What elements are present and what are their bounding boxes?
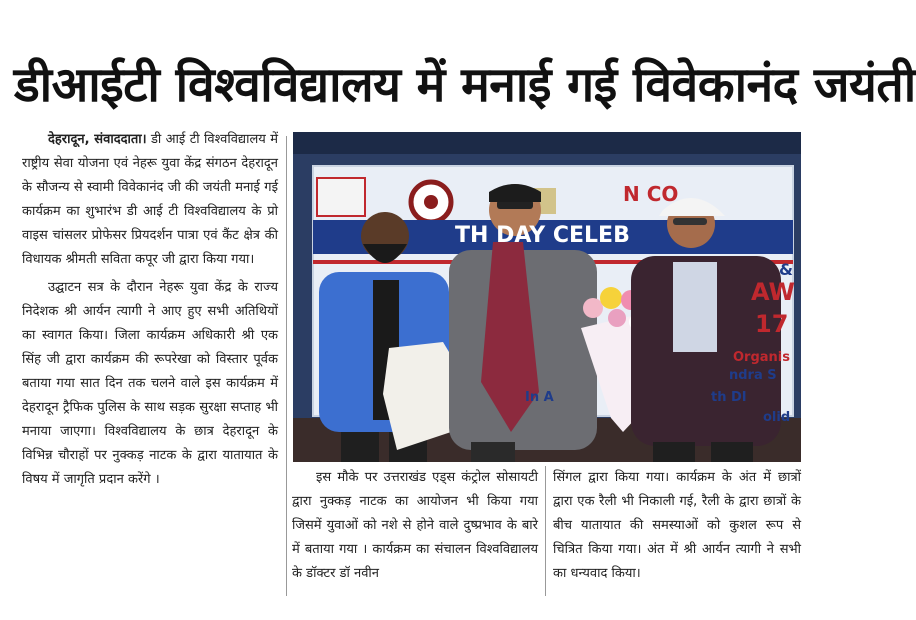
column-divider-2 [545, 466, 546, 596]
banner-line-4: Organis [733, 350, 790, 365]
news-photo [293, 132, 801, 462]
banner-line-3: 17 [755, 310, 789, 338]
dateline: देहरादून, संवाददाता। [48, 132, 147, 147]
paragraph-1 [22, 128, 278, 272]
banner-line-2: AW [751, 278, 795, 306]
banner-line-5: ndra S [729, 368, 777, 383]
paragraph-1-text: डी आई टी विश्वविद्यालय में राष्ट्रीय सेवा योजना एवं नेहरू युवा केंद्र संगठन देहरादून के सौजन्य से स्वामी विवेकानंद जी की जयंती मनाई गई कार्यक्रम का शुभारंभ डी आई टी विश्वविद्यालय के प्रो वाइस चांसलर प्रोफेसर प्रियदर्शन पात्रा एवं कैंट क्षेत्र की विधायक श्रीमती सविता कपूर जी द्वारा किया गया। [22, 132, 278, 267]
paragraph-4: सिंगल द्वारा किया गया। कार्यक्रम के अंत में छात्रों द्वारा एक रैली भी निकाली गई, रैली के द्वारा छात्रों के बीच यातायात की समस्याओं को कुशल रूप से चित्रित किया गया। अंत में श्री आर्यन त्यागी ने सभी का धन्यवाद किया। [553, 470, 801, 581]
banner-line-7: th DI [711, 390, 747, 405]
paragraph-3: इस मौके पर उत्तराखंड एड्स कंट्रोल सोसायटी द्वारा नुक्कड़ नाटक का आयोजन भी किया गया जिसमें युवाओं को नशे से होने वाले दुष्प्रभाव के बारे में बताया गया । कार्यक्रम का संचालन विश्वविद्यालय के डॉक्टर डॉ नवीन [292, 470, 538, 581]
headline: डीआईटी विश्वविद्यालय में मनाई गई विवेकानंद जयंती [14, 57, 916, 113]
banner-line-8: olid [763, 410, 791, 425]
photo-illustration [293, 132, 801, 462]
banner-line-1: TH DAY CELEB [455, 223, 630, 248]
banner-logo-text: N CO [623, 182, 679, 206]
paragraph-2: उद्घाटन सत्र के दौरान नेहरू युवा केंद्र के राज्य निदेशक श्री आर्यन त्यागी ने आए हुए सभी अतिथियों का स्वागत किया। जिला कार्यक्रम अधिकारी श्री एक सिंह जी द्वारा कार्यक्रम की रूपरेखा को विस्तार पूर्वक बताया गया सात दिन तक चलने वाले इस कार्यक्रम में देहरादून ट्रैफिक पुलिस के साथ सड़क सुरक्षा सप्ताह भी मनाया जाएगा। विश्वविद्यालय के छात्र देहरादून के विभिन्न चौराहों पर नुक्कड़ नाटक के द्वारा यातायात के विषय में जागृति प्रदान करेंगे । [22, 280, 278, 487]
banner-line-6: In A [525, 390, 554, 405]
article-column-1 [22, 128, 278, 492]
banner-ampersand: & [779, 260, 793, 279]
article-column-3 [553, 466, 801, 586]
article-column-2 [292, 466, 538, 586]
column-divider [286, 136, 287, 596]
